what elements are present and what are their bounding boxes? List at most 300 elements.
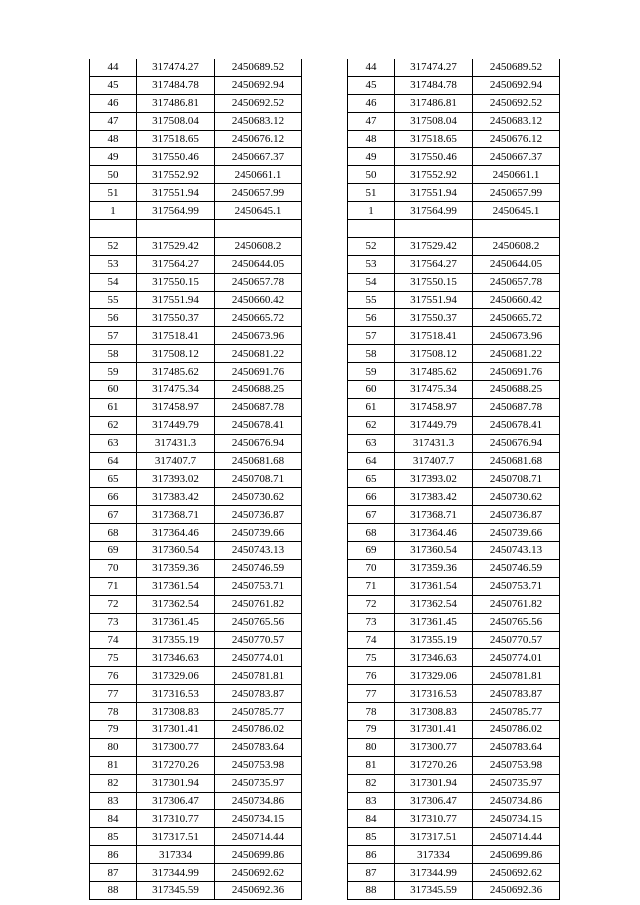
point-number-cell: 55 [90,291,137,309]
x-coordinate-cell: 317485.62 [137,363,215,381]
y-coordinate-cell: 2450781.81 [215,667,302,685]
y-coordinate-cell: 2450660.42 [215,291,302,309]
table-row [90,524,302,542]
point-number-cell: 46 [90,94,137,112]
point-number-cell: 60 [90,381,137,399]
y-coordinate-cell: 2450692.36 [473,881,560,899]
y-coordinate-cell: 2450687.78 [215,398,302,416]
y-coordinate-cell: 2450688.25 [215,381,302,399]
x-coordinate-cell: 317508.04 [137,112,215,130]
point-number-cell: 81 [348,756,395,774]
x-coordinate-cell: 317383.42 [395,488,473,506]
table-row [348,810,560,828]
y-coordinate-cell: 2450689.52 [473,59,560,76]
point-number-cell: 78 [90,703,137,721]
table-row [348,237,560,255]
x-coordinate-cell: 317355.19 [395,631,473,649]
table-row [90,148,302,166]
table-row [90,166,302,184]
x-coordinate-cell: 317564.99 [395,202,473,220]
point-number-cell: 63 [90,434,137,452]
table-row [90,685,302,703]
table-row [90,470,302,488]
y-coordinate-cell: 2450608.2 [215,237,302,255]
x-coordinate-cell: 317484.78 [395,76,473,94]
table-row [348,184,560,202]
x-coordinate-cell: 317550.15 [395,273,473,291]
point-number-cell: 86 [348,846,395,864]
y-coordinate-cell: 2450753.98 [215,756,302,774]
point-number-cell: 59 [90,363,137,381]
x-coordinate-cell: 317393.02 [395,470,473,488]
x-coordinate-cell: 317316.53 [395,685,473,703]
table-row [348,613,560,631]
y-coordinate-cell [215,220,302,238]
point-number-cell: 67 [348,506,395,524]
x-coordinate-cell: 317364.46 [137,524,215,542]
table-row [348,291,560,309]
point-number-cell: 50 [90,166,137,184]
y-coordinate-cell: 2450786.02 [473,720,560,738]
x-coordinate-cell: 317361.45 [137,613,215,631]
table-row [348,148,560,166]
table-row [90,184,302,202]
x-coordinate-cell: 317551.94 [395,184,473,202]
x-coordinate-cell: 317486.81 [395,94,473,112]
point-number-cell: 66 [348,488,395,506]
y-coordinate-cell: 2450683.12 [473,112,560,130]
point-number-cell: 69 [348,542,395,560]
table-row [90,649,302,667]
x-coordinate-cell: 317383.42 [137,488,215,506]
x-coordinate-cell: 317362.54 [395,595,473,613]
x-coordinate-cell: 317475.34 [395,381,473,399]
y-coordinate-cell: 2450657.78 [473,273,560,291]
table-row [348,363,560,381]
coordinate-table-right [347,59,560,900]
x-coordinate-cell: 317407.7 [395,452,473,470]
y-coordinate-cell: 2450783.64 [215,738,302,756]
x-coordinate-cell: 317431.3 [137,434,215,452]
table-row [90,488,302,506]
point-number-cell: 77 [348,685,395,703]
y-coordinate-cell: 2450753.71 [473,577,560,595]
point-number-cell: 80 [90,738,137,756]
y-coordinate-cell: 2450644.05 [215,255,302,273]
x-coordinate-cell: 317449.79 [395,416,473,434]
point-number-cell: 50 [348,166,395,184]
point-number-cell: 85 [90,828,137,846]
y-coordinate-cell: 2450774.01 [215,649,302,667]
table-row [90,810,302,828]
x-coordinate-cell: 317306.47 [395,792,473,810]
x-coordinate-cell: 317431.3 [395,434,473,452]
point-number-cell: 45 [348,76,395,94]
point-number-cell: 54 [348,273,395,291]
y-coordinate-cell: 2450681.68 [215,452,302,470]
point-number-cell: 71 [90,577,137,595]
x-coordinate-cell: 317300.77 [137,738,215,756]
point-number-cell: 75 [90,649,137,667]
point-number-cell: 1 [90,202,137,220]
y-coordinate-cell: 2450676.94 [473,434,560,452]
point-number-cell: 60 [348,381,395,399]
x-coordinate-cell: 317310.77 [137,810,215,828]
point-number-cell: 84 [348,810,395,828]
x-coordinate-cell: 317345.59 [395,881,473,899]
x-coordinate-cell: 317518.41 [137,327,215,345]
x-coordinate-cell: 317344.99 [395,864,473,882]
y-coordinate-cell: 2450786.02 [215,720,302,738]
y-coordinate-cell: 2450681.22 [215,345,302,363]
point-number-cell: 63 [348,434,395,452]
point-number-cell: 49 [348,148,395,166]
table-row [90,828,302,846]
y-coordinate-cell: 2450657.99 [473,184,560,202]
point-number-cell: 65 [348,470,395,488]
x-coordinate-cell: 317564.27 [395,255,473,273]
x-coordinate-cell: 317359.36 [137,559,215,577]
table-row [90,577,302,595]
table-row [90,94,302,112]
x-coordinate-cell: 317355.19 [137,631,215,649]
table-row [90,237,302,255]
point-number-cell: 52 [348,237,395,255]
table-row [348,202,560,220]
y-coordinate-cell: 2450667.37 [473,148,560,166]
x-coordinate-cell: 317361.54 [395,577,473,595]
y-coordinate-cell: 2450681.68 [473,452,560,470]
y-coordinate-cell: 2450691.76 [215,363,302,381]
table-row [90,398,302,416]
table-row [90,345,302,363]
point-number-cell: 52 [90,237,137,255]
x-coordinate-cell: 317474.27 [395,59,473,76]
y-coordinate-cell: 2450661.1 [473,166,560,184]
y-coordinate-cell: 2450761.82 [473,595,560,613]
table-row [348,720,560,738]
point-number-cell: 77 [90,685,137,703]
x-coordinate-cell: 317552.92 [137,166,215,184]
x-coordinate-cell: 317564.27 [137,255,215,273]
y-coordinate-cell: 2450734.15 [215,810,302,828]
point-number-cell: 87 [348,864,395,882]
table-row [348,416,560,434]
y-coordinate-cell: 2450673.96 [473,327,560,345]
table-row [90,273,302,291]
x-coordinate-cell: 317317.51 [395,828,473,846]
table-row [90,881,302,899]
point-number-cell: 67 [90,506,137,524]
x-coordinate-cell: 317458.97 [395,398,473,416]
table-row [348,542,560,560]
x-coordinate-cell: 317449.79 [137,416,215,434]
table-row [348,846,560,864]
point-number-cell: 82 [90,774,137,792]
point-number-cell: 47 [348,112,395,130]
point-number-cell: 51 [348,184,395,202]
y-coordinate-cell: 2450739.66 [215,524,302,542]
table-row [348,59,560,76]
y-coordinate-cell: 2450739.66 [473,524,560,542]
x-coordinate-cell: 317300.77 [395,738,473,756]
table-row [348,756,560,774]
x-coordinate-cell: 317550.46 [137,148,215,166]
x-coordinate-cell: 317564.99 [137,202,215,220]
x-coordinate-cell [395,220,473,238]
y-coordinate-cell: 2450699.86 [473,846,560,864]
y-coordinate-cell: 2450735.97 [473,774,560,792]
table-row [90,112,302,130]
y-coordinate-cell: 2450770.57 [215,631,302,649]
table-row [90,309,302,327]
x-coordinate-cell: 317550.15 [137,273,215,291]
table-row [90,720,302,738]
x-coordinate-cell: 317550.37 [395,309,473,327]
table-row [348,559,560,577]
y-coordinate-cell: 2450783.87 [473,685,560,703]
table-row [90,774,302,792]
y-coordinate-cell [473,220,560,238]
x-coordinate-cell: 317552.92 [395,166,473,184]
table-row [90,667,302,685]
y-coordinate-cell: 2450746.59 [215,559,302,577]
point-number-cell: 75 [348,649,395,667]
point-number-cell: 64 [348,452,395,470]
x-coordinate-cell: 317360.54 [395,542,473,560]
point-number-cell: 68 [90,524,137,542]
y-coordinate-cell: 2450681.22 [473,345,560,363]
point-number-cell: 78 [348,703,395,721]
table-row [348,685,560,703]
table-row [348,667,560,685]
table-row [90,291,302,309]
point-number-cell: 66 [90,488,137,506]
table-row [90,738,302,756]
x-coordinate-cell: 317550.46 [395,148,473,166]
table-row [348,398,560,416]
x-coordinate-cell: 317508.12 [137,345,215,363]
point-number-cell: 73 [90,613,137,631]
point-number-cell: 54 [90,273,137,291]
x-coordinate-cell: 317475.34 [137,381,215,399]
table-row [348,220,560,238]
x-coordinate-cell: 317301.41 [395,720,473,738]
table-row [90,703,302,721]
y-coordinate-cell: 2450645.1 [473,202,560,220]
y-coordinate-cell: 2450753.98 [473,756,560,774]
x-coordinate-cell: 317346.63 [395,649,473,667]
table-row [90,452,302,470]
y-coordinate-cell: 2450687.78 [473,398,560,416]
x-coordinate-cell: 317334 [395,846,473,864]
y-coordinate-cell: 2450743.13 [473,542,560,560]
table-row [348,130,560,148]
x-coordinate-cell: 317474.27 [137,59,215,76]
x-coordinate-cell: 317529.42 [137,237,215,255]
table-row [90,220,302,238]
y-coordinate-cell: 2450734.86 [215,792,302,810]
table-row [90,381,302,399]
table-row [90,202,302,220]
table-row [90,542,302,560]
table-row [348,94,560,112]
x-coordinate-cell: 317508.12 [395,345,473,363]
y-coordinate-cell: 2450765.56 [215,613,302,631]
point-number-cell: 81 [90,756,137,774]
table-row [348,738,560,756]
table-row [348,112,560,130]
y-coordinate-cell: 2450730.62 [473,488,560,506]
y-coordinate-cell: 2450691.76 [473,363,560,381]
point-number-cell: 73 [348,613,395,631]
table-row [348,488,560,506]
table-row [90,864,302,882]
point-number-cell: 59 [348,363,395,381]
y-coordinate-cell: 2450714.44 [473,828,560,846]
x-coordinate-cell: 317359.36 [395,559,473,577]
point-number-cell: 74 [348,631,395,649]
table-row [90,434,302,452]
table-row [348,381,560,399]
table-row [90,255,302,273]
y-coordinate-cell: 2450753.71 [215,577,302,595]
x-coordinate-cell: 317329.06 [395,667,473,685]
y-coordinate-cell: 2450735.97 [215,774,302,792]
y-coordinate-cell: 2450708.71 [473,470,560,488]
table-row [90,130,302,148]
point-number-cell: 88 [348,881,395,899]
point-number-cell: 55 [348,291,395,309]
y-coordinate-cell: 2450676.12 [473,130,560,148]
y-coordinate-cell: 2450673.96 [215,327,302,345]
table-row [348,470,560,488]
x-coordinate-cell: 317485.62 [395,363,473,381]
y-coordinate-cell: 2450688.25 [473,381,560,399]
y-coordinate-cell: 2450692.62 [473,864,560,882]
y-coordinate-cell: 2450736.87 [473,506,560,524]
x-coordinate-cell: 317301.94 [137,774,215,792]
y-coordinate-cell: 2450645.1 [215,202,302,220]
table-row [90,756,302,774]
point-number-cell: 51 [90,184,137,202]
point-number-cell: 61 [348,398,395,416]
point-number-cell: 71 [348,577,395,595]
x-coordinate-cell: 317308.83 [395,703,473,721]
x-coordinate-cell: 317407.7 [137,452,215,470]
point-number-cell: 57 [90,327,137,345]
y-coordinate-cell: 2450774.01 [473,649,560,667]
point-number-cell: 62 [90,416,137,434]
table-row [90,59,302,76]
table-row [90,613,302,631]
table-row [348,649,560,667]
point-number-cell: 46 [348,94,395,112]
table-row [348,774,560,792]
point-number-cell: 45 [90,76,137,94]
table-row [348,309,560,327]
y-coordinate-cell: 2450783.64 [473,738,560,756]
point-number-cell: 72 [90,595,137,613]
table-row [90,327,302,345]
x-coordinate-cell: 317316.53 [137,685,215,703]
x-coordinate-cell: 317368.71 [395,506,473,524]
table-row [90,846,302,864]
x-coordinate-cell: 317508.04 [395,112,473,130]
point-number-cell: 79 [348,720,395,738]
x-coordinate-cell: 317306.47 [137,792,215,810]
point-number-cell: 53 [348,255,395,273]
point-number-cell: 68 [348,524,395,542]
x-coordinate-cell: 317518.65 [137,130,215,148]
point-number-cell: 85 [348,828,395,846]
point-number-cell: 58 [348,345,395,363]
x-coordinate-cell: 317344.99 [137,864,215,882]
point-number-cell: 65 [90,470,137,488]
table-row [348,434,560,452]
coordinate-table-left [89,59,302,900]
table-row [348,506,560,524]
table-row [348,524,560,542]
x-coordinate-cell: 317301.94 [395,774,473,792]
y-coordinate-cell: 2450689.52 [215,59,302,76]
table-row [348,166,560,184]
y-coordinate-cell: 2450683.12 [215,112,302,130]
y-coordinate-cell: 2450730.62 [215,488,302,506]
x-coordinate-cell: 317362.54 [137,595,215,613]
y-coordinate-cell: 2450692.62 [215,864,302,882]
x-coordinate-cell: 317310.77 [395,810,473,828]
x-coordinate-cell: 317346.63 [137,649,215,667]
y-coordinate-cell: 2450714.44 [215,828,302,846]
point-number-cell: 58 [90,345,137,363]
y-coordinate-cell: 2450699.86 [215,846,302,864]
point-number-cell: 69 [90,542,137,560]
x-coordinate-cell: 317551.94 [137,291,215,309]
y-coordinate-cell: 2450743.13 [215,542,302,560]
table-row [348,864,560,882]
y-coordinate-cell: 2450783.87 [215,685,302,703]
y-coordinate-cell: 2450692.52 [473,94,560,112]
x-coordinate-cell: 317484.78 [137,76,215,94]
y-coordinate-cell: 2450661.1 [215,166,302,184]
x-coordinate-cell: 317308.83 [137,703,215,721]
x-coordinate-cell: 317550.37 [137,309,215,327]
x-coordinate-cell: 317551.94 [395,291,473,309]
point-number-cell: 62 [348,416,395,434]
table-row [348,881,560,899]
point-number-cell: 44 [348,59,395,76]
point-number-cell: 82 [348,774,395,792]
point-number-cell: 76 [90,667,137,685]
y-coordinate-cell: 2450665.72 [473,309,560,327]
point-number-cell: 70 [90,559,137,577]
x-coordinate-cell: 317270.26 [395,756,473,774]
point-number-cell: 56 [90,309,137,327]
table-row [348,255,560,273]
y-coordinate-cell: 2450746.59 [473,559,560,577]
y-coordinate-cell: 2450734.15 [473,810,560,828]
x-coordinate-cell: 317361.45 [395,613,473,631]
y-coordinate-cell: 2450665.72 [215,309,302,327]
y-coordinate-cell: 2450667.37 [215,148,302,166]
y-coordinate-cell: 2450692.36 [215,881,302,899]
point-number-cell: 79 [90,720,137,738]
table-row [90,559,302,577]
table-row [348,595,560,613]
y-coordinate-cell: 2450676.12 [215,130,302,148]
point-number-cell: 72 [348,595,395,613]
